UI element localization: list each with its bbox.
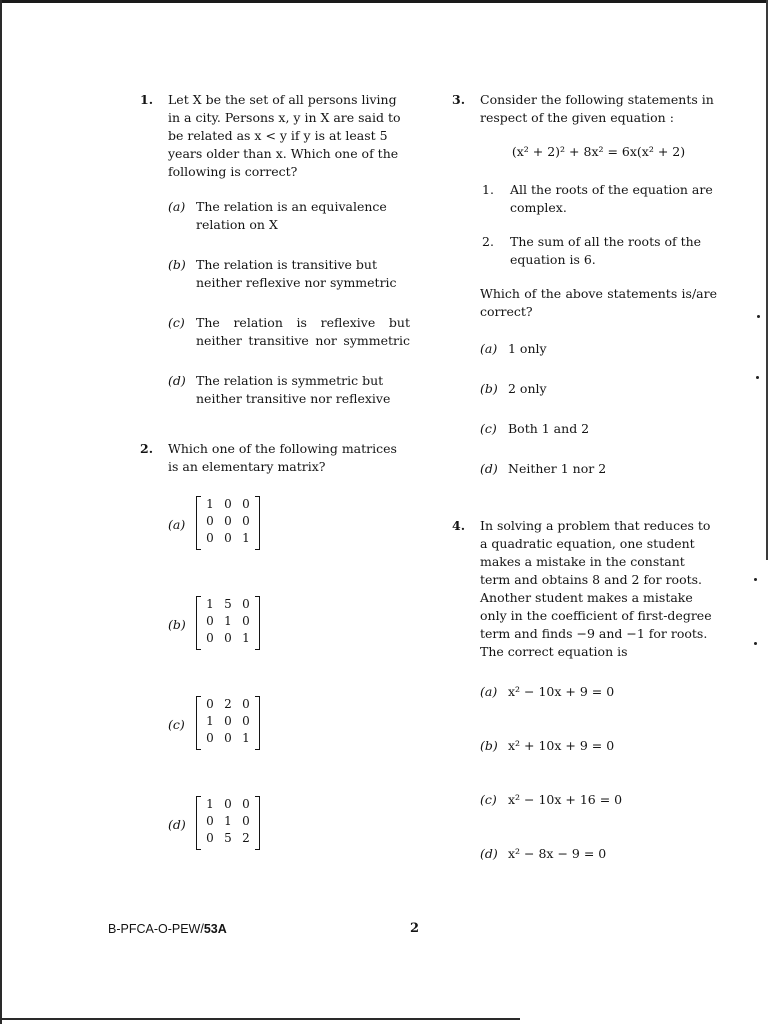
right-bracket [255,796,260,850]
option-text: The relation is reflexive but neither transitive nor symmetric [196,315,410,348]
statement-number: 1. [482,182,494,197]
question-2 [140,440,410,856]
paper-code-prefix: B-PFCA-O-PEW/ [108,922,204,936]
option-label: (d) [168,817,186,832]
matrix-cell: 0 [206,514,214,528]
option-label: (b) [480,381,498,396]
matrix-table [201,596,255,647]
option-text: x² − 10x + 16 = 0 [508,792,623,807]
option-b [452,737,717,755]
question-text: Consider the following statements in respect of the given equation : [480,92,714,125]
option-d [452,460,717,478]
option-text: Neither 1 nor 2 [508,461,607,476]
right-column [452,91,717,863]
right-bracket [255,696,260,750]
option-text: x² − 8x − 9 = 0 [508,846,607,861]
statement-2 [452,233,717,269]
option-text: 1 only [508,341,547,356]
scan-speck [754,642,757,645]
option-a [452,340,717,358]
option-b [140,256,410,292]
question-number: 3. [452,92,466,107]
question-2-stem [140,440,410,476]
option-c [452,791,717,809]
scan-edge-top [0,0,768,3]
option-text: The relation is symmetric but neither transitive nor reflexive [196,373,391,406]
option-label: (b) [480,738,498,753]
question-3 [452,91,717,478]
matrix-cell: 2 [242,831,250,845]
matrix-table [201,796,255,847]
option-text: The relation is transitive but neither reflexive nor symmetric [196,257,397,290]
option-label: (b) [168,617,186,632]
matrix-cell: 1 [224,614,232,628]
paper-code [108,920,227,938]
matrix-cell: 1 [242,631,250,645]
scan-speck [754,578,757,581]
matrix-cell: 0 [224,731,232,745]
matrix-cell: 0 [224,714,232,728]
option-text: 2 only [508,381,547,396]
option-text: x² − 10x + 9 = 0 [508,684,615,699]
option-label: (c) [168,717,185,732]
option-c [140,314,410,350]
option-b [452,380,717,398]
matrix-cell: 0 [242,597,250,611]
option-a [140,198,410,234]
option-c [140,694,410,756]
right-bracket [255,496,260,550]
option-a [140,494,410,556]
option-label: (d) [168,373,186,388]
matrix-cell: 0 [242,614,250,628]
option-label: (a) [168,199,186,214]
right-bracket [255,596,260,650]
scan-edge-left [0,0,2,1024]
matrix-cell: 1 [242,531,250,545]
option-d [452,845,717,863]
option-label: (d) [480,461,498,476]
prompt-text: Which of the above statements is/are correct? [480,286,717,319]
matrix-table [201,696,255,747]
statement-number: 2. [482,234,494,249]
matrix-cell: 0 [206,531,214,545]
matrix-cell: 0 [242,497,250,511]
question-number: 1. [140,92,154,107]
matrix-cell: 0 [206,831,214,845]
question-number: 2. [140,441,154,456]
scan-edge-bottom [0,1018,520,1020]
option-label: (c) [480,421,497,436]
matrix-table [201,496,255,547]
matrix-cell: 1 [206,714,214,728]
question-number: 4. [452,518,466,533]
matrix [196,494,260,552]
scan-speck [757,315,760,318]
option-text: The relation is an equivalence relation on X [196,199,387,232]
matrix-cell: 0 [224,497,232,511]
paper-code-suffix: 53A [203,922,227,936]
matrix-cell: 0 [242,814,250,828]
matrix-cell: 1 [206,597,214,611]
question-4 [452,517,717,863]
matrix-cell: 0 [224,531,232,545]
question-text: Let X be the set of all persons living in a city. Persons x, y in X are said to be related as x < y if y is at least 5 years older than x. Which one of the following is correct? [168,92,401,179]
option-a [452,683,717,701]
matrix-cell: 2 [224,697,232,711]
matrix [196,794,260,852]
statement-text: The sum of all the roots of the equation is 6. [510,234,702,267]
matrix-cell: 5 [224,831,232,845]
scan-speck [756,376,759,379]
matrix-cell: 0 [224,514,232,528]
option-label: (a) [480,341,498,356]
question-text: Which one of the following matrices is an elementary matrix? [168,441,397,474]
matrix-cell: 1 [206,497,214,511]
option-label: (a) [480,684,498,699]
question-1-stem [140,91,410,181]
page-number: 2 [410,921,420,936]
option-text: x² + 10x + 9 = 0 [508,738,615,753]
matrix-cell: 1 [242,731,250,745]
matrix-cell: 0 [242,514,250,528]
option-label: (b) [168,257,186,272]
matrix-cell: 0 [242,797,250,811]
option-d [140,794,410,856]
option-label: (c) [168,315,185,330]
statement-text: All the roots of the equation are complex. [510,182,713,215]
matrix-cell: 0 [242,697,250,711]
matrix [196,694,260,752]
matrix-cell: 0 [206,614,214,628]
question-text: In solving a problem that reduces to a quadratic equation, one student makes a mistake in the constant term and obtains 8 and 2 for roots. Another student makes a mistake only in the coefficient of first-degree term and finds −9 and −1 for roots. The correct equation is [480,518,712,659]
matrix-cell: 0 [206,697,214,711]
option-d [140,372,410,408]
option-label: (c) [480,792,497,807]
matrix [196,594,260,652]
statement-1 [452,181,717,217]
matrix-cell: 0 [206,631,214,645]
matrix-cell: 0 [206,731,214,745]
option-label: (a) [168,517,186,532]
left-column [140,91,410,856]
option-c [452,420,717,438]
question-4-stem [452,517,717,661]
option-text: Both 1 and 2 [508,421,590,436]
matrix-cell: 0 [242,714,250,728]
matrix-cell: 0 [224,797,232,811]
equation: (x² + 2)² + 8x² = 6x(x² + 2) [511,144,686,159]
matrix-cell: 0 [206,814,214,828]
question-1 [140,91,410,408]
matrix-cell: 1 [206,797,214,811]
matrix-cell: 1 [224,814,232,828]
matrix-cell: 5 [224,597,232,611]
option-b [140,594,410,656]
question-3-prompt [452,285,717,321]
option-label: (d) [480,846,498,861]
question-3-stem [452,91,717,127]
matrix-cell: 0 [224,631,232,645]
